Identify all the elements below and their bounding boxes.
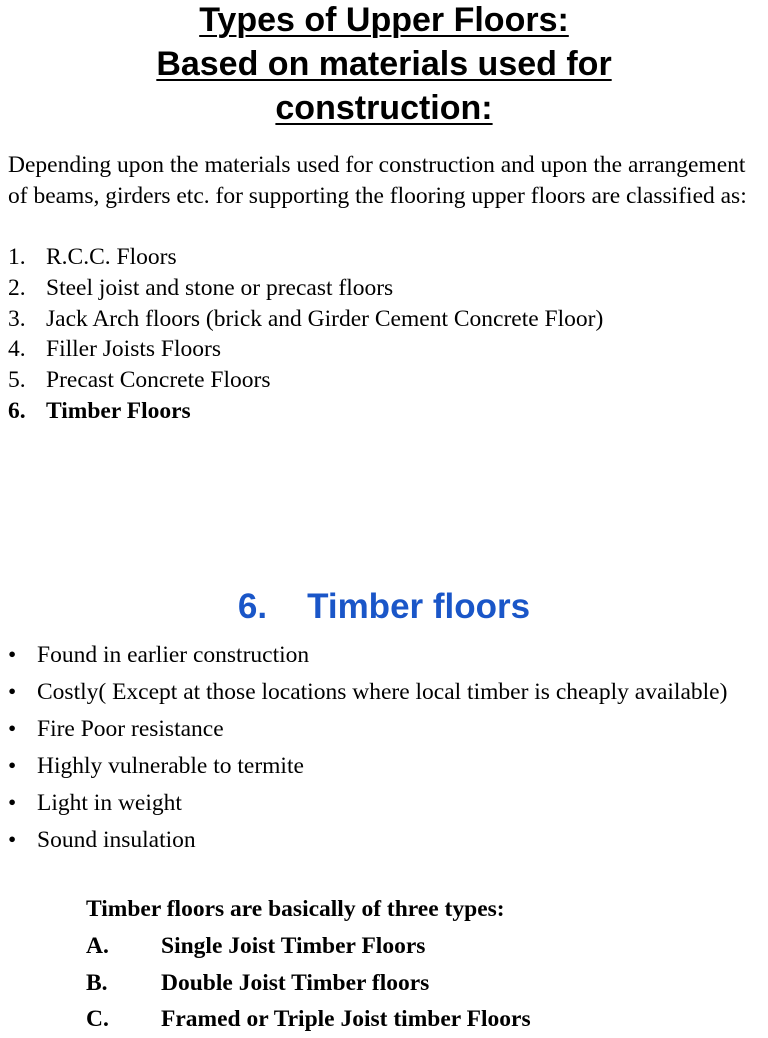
type-text: Single Joist Timber Floors bbox=[161, 932, 426, 959]
type-item bbox=[86, 928, 531, 965]
list-item-number: 6. bbox=[8, 397, 26, 424]
bullet-item bbox=[8, 751, 760, 781]
list-item-number: 5. bbox=[8, 367, 26, 394]
bullet-icon: • bbox=[8, 642, 17, 668]
timber-types-block bbox=[86, 891, 531, 1038]
list-item bbox=[8, 365, 603, 396]
list-item-text: Timber Floors bbox=[46, 397, 191, 424]
title-number: 6. bbox=[237, 587, 268, 626]
bullet-icon: • bbox=[8, 716, 17, 742]
title-line-2: Based on materials used for bbox=[156, 45, 612, 83]
slide-title bbox=[0, 585, 768, 629]
bullet-icon: • bbox=[8, 790, 17, 816]
bullet-item bbox=[8, 714, 760, 744]
bullet-text: Costly( Except at those locations where local timber is cheaply available) bbox=[37, 679, 728, 705]
type-text: Double Joist Timber floors bbox=[161, 969, 430, 996]
list-item bbox=[8, 273, 603, 304]
bullet-item bbox=[8, 640, 760, 670]
list-item-highlighted bbox=[8, 396, 603, 427]
type-letter: A. bbox=[86, 932, 109, 959]
slide-timber-floors bbox=[0, 440, 768, 1033]
list-item-number: 2. bbox=[8, 274, 26, 301]
bullet-item bbox=[8, 825, 760, 855]
title-text: Timber floors bbox=[307, 587, 531, 626]
bullet-text: Light in weight bbox=[37, 790, 182, 816]
type-item bbox=[86, 1001, 531, 1038]
bullet-text: Sound insulation bbox=[37, 827, 196, 853]
list-item bbox=[8, 334, 603, 365]
list-item-text: Steel joist and stone or precast floors bbox=[46, 274, 394, 301]
title-line-1: Types of Upper Floors: bbox=[199, 1, 569, 39]
bullet-item bbox=[8, 677, 760, 707]
bullet-text: Highly vulnerable to termite bbox=[37, 753, 304, 779]
type-letter: C. bbox=[86, 1006, 109, 1033]
list-item-number: 3. bbox=[8, 305, 26, 332]
type-text: Framed or Triple Joist timber Floors bbox=[161, 1006, 531, 1033]
list-item-number: 1. bbox=[8, 244, 26, 270]
bullet-text: Fire Poor resistance bbox=[37, 716, 224, 742]
intro-paragraph: Depending upon the materials used for construction and upon the arrangement of beams, girders etc. for supporting the flooring upper floors are classified as: bbox=[8, 152, 747, 209]
floor-types-list bbox=[8, 242, 603, 427]
bullet-icon: • bbox=[8, 679, 17, 705]
list-item-text: R.C.C. Floors bbox=[46, 244, 177, 270]
slide-title bbox=[0, 0, 768, 130]
list-item bbox=[8, 304, 603, 335]
type-letter: B. bbox=[86, 969, 108, 996]
list-item-text: Precast Concrete Floors bbox=[46, 367, 271, 394]
list-item-text: Jack Arch floors (brick and Girder Cement Concrete Floor) bbox=[46, 305, 604, 332]
timber-properties-list bbox=[8, 640, 760, 862]
title-line-3: construction: bbox=[275, 89, 493, 127]
list-item-text: Filler Joists Floors bbox=[46, 336, 221, 363]
list-item-number: 4. bbox=[8, 336, 26, 363]
bullet-icon: • bbox=[8, 753, 17, 779]
type-item bbox=[86, 965, 531, 1002]
list-item bbox=[8, 242, 603, 273]
bullet-item bbox=[8, 788, 760, 818]
types-heading: Timber floors are basically of three types: bbox=[86, 896, 505, 922]
slide-upper-floor-types bbox=[0, 0, 768, 440]
bullet-text: Found in earlier construction bbox=[37, 642, 310, 668]
bullet-icon: • bbox=[8, 827, 17, 853]
